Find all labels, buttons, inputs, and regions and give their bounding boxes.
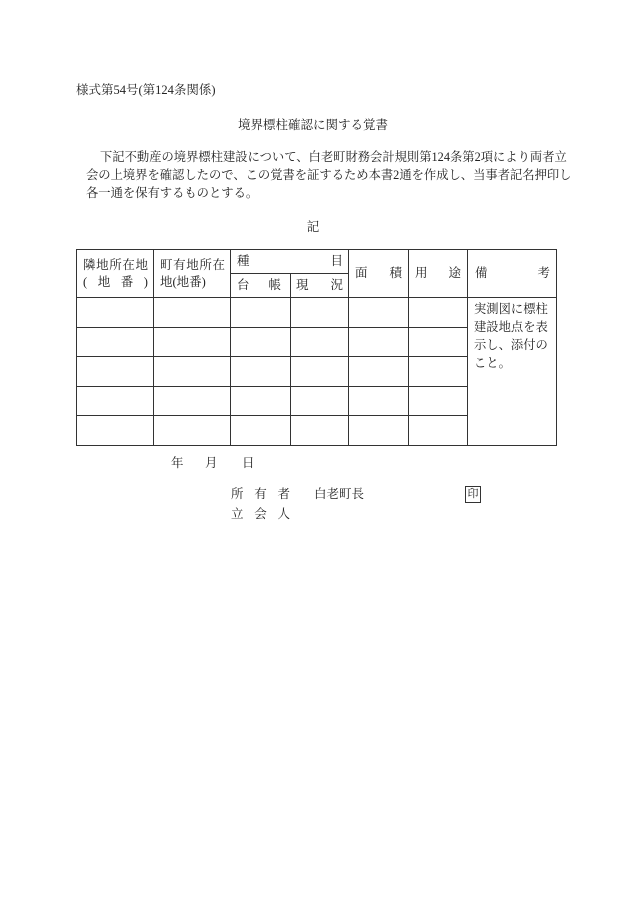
table-cell bbox=[231, 416, 291, 446]
table-cell bbox=[291, 328, 349, 357]
glyph: 所 bbox=[199, 257, 212, 272]
header-ledger bbox=[231, 274, 291, 298]
glyph: 所 bbox=[231, 487, 244, 501]
header-line bbox=[475, 265, 550, 282]
glyph: 会 bbox=[254, 507, 267, 521]
glyph: 用 bbox=[415, 266, 428, 280]
table-cell bbox=[231, 357, 291, 387]
table-cell bbox=[154, 298, 231, 328]
owner-label bbox=[231, 487, 290, 501]
glyph: 地 bbox=[186, 257, 199, 272]
table-cell bbox=[349, 357, 409, 387]
glyph: 立 bbox=[231, 507, 244, 521]
glyph: 況 bbox=[330, 278, 343, 292]
table-cell bbox=[154, 357, 231, 387]
table-cell bbox=[77, 387, 154, 416]
document-title: 境界標柱確認に関する覚書 bbox=[237, 118, 388, 132]
glyph: 途 bbox=[448, 266, 461, 280]
glyph: 積 bbox=[389, 266, 402, 280]
glyph: 有 bbox=[254, 487, 267, 501]
glyph: 備 bbox=[475, 266, 488, 280]
table-cell bbox=[154, 416, 231, 446]
table-cell bbox=[409, 357, 468, 387]
header-line: 地(地番) bbox=[160, 274, 206, 289]
body-line-1: 下記不動産の境界標柱建設について、白老町財務会計規則第124条第2項により両者立 bbox=[100, 150, 567, 164]
table-cell bbox=[77, 328, 154, 357]
table-cell bbox=[409, 387, 468, 416]
glyph: 目 bbox=[330, 254, 343, 268]
glyph: 町 bbox=[160, 257, 173, 272]
header-line bbox=[160, 257, 225, 274]
seal-stamp-box: 印 bbox=[465, 486, 481, 503]
table-cell bbox=[231, 328, 291, 357]
header-neighbor-location bbox=[77, 250, 154, 298]
date-month-label: 月 bbox=[205, 456, 218, 470]
glyph: 在 bbox=[212, 257, 225, 272]
header-current bbox=[291, 274, 349, 298]
table-cell bbox=[231, 298, 291, 328]
header-remarks bbox=[468, 250, 557, 298]
boundary-table bbox=[76, 249, 557, 446]
table-cell bbox=[77, 298, 154, 328]
table-cell bbox=[409, 298, 468, 328]
date-year-label: 年 bbox=[171, 456, 184, 470]
header-line bbox=[296, 277, 343, 294]
table-row bbox=[77, 298, 557, 328]
glyph: 所 bbox=[109, 257, 122, 272]
glyph: 有 bbox=[173, 257, 186, 272]
header-line bbox=[415, 265, 461, 282]
table-cell bbox=[409, 328, 468, 357]
table-cell bbox=[77, 416, 154, 446]
header-category bbox=[231, 250, 349, 274]
owner-name: 白老町長 bbox=[314, 487, 365, 501]
table-cell bbox=[154, 328, 231, 357]
glyph: 面 bbox=[355, 266, 368, 280]
ki-heading: 記 bbox=[306, 220, 320, 234]
header-line bbox=[83, 274, 148, 291]
glyph: 種 bbox=[237, 254, 250, 268]
header-use bbox=[409, 250, 468, 298]
glyph: 台 bbox=[237, 278, 250, 292]
body-line-2: 会の上境界を確認したので、この覚書を証するため本書2通を作成し、当事者記名押印し bbox=[86, 168, 572, 182]
table-cell bbox=[409, 416, 468, 446]
table-cell bbox=[349, 387, 409, 416]
remarks-cell bbox=[468, 298, 557, 446]
table-cell bbox=[291, 416, 349, 446]
remarks-note: 実測図に標柱建設地点を表示し、添付のこと。 bbox=[474, 302, 548, 370]
table-cell bbox=[291, 357, 349, 387]
date-day-label: 日 bbox=[242, 456, 255, 470]
glyph: 隣 bbox=[83, 257, 96, 272]
header-line bbox=[237, 253, 343, 270]
glyph: 地 bbox=[135, 257, 148, 272]
table-cell bbox=[77, 357, 154, 387]
header-line bbox=[355, 265, 402, 282]
witness-label bbox=[231, 507, 290, 521]
table-cell bbox=[231, 387, 291, 416]
glyph: 考 bbox=[537, 266, 550, 280]
header-area bbox=[349, 250, 409, 298]
glyph: 帳 bbox=[268, 278, 281, 292]
glyph: 人 bbox=[277, 507, 290, 521]
glyph: 在 bbox=[122, 257, 135, 272]
header-line bbox=[83, 257, 148, 274]
header-row bbox=[77, 250, 557, 274]
glyph: 地 bbox=[97, 274, 111, 289]
glyph: 番 bbox=[120, 274, 134, 289]
glyph: 地 bbox=[96, 257, 109, 272]
glyph: 現 bbox=[296, 278, 309, 292]
header-town-location bbox=[154, 250, 231, 298]
table-cell bbox=[349, 416, 409, 446]
glyph: ( bbox=[83, 274, 88, 289]
header-line bbox=[237, 277, 281, 294]
body-line-3: 各一通を保有するものとする。 bbox=[86, 186, 259, 200]
table-cell bbox=[291, 387, 349, 416]
table-cell bbox=[154, 387, 231, 416]
form-number: 様式第54号(第124条関係) bbox=[76, 83, 216, 97]
glyph: 者 bbox=[277, 487, 290, 501]
table-cell bbox=[349, 298, 409, 328]
table-cell bbox=[291, 298, 349, 328]
table-cell bbox=[349, 328, 409, 357]
glyph: ) bbox=[143, 274, 148, 289]
